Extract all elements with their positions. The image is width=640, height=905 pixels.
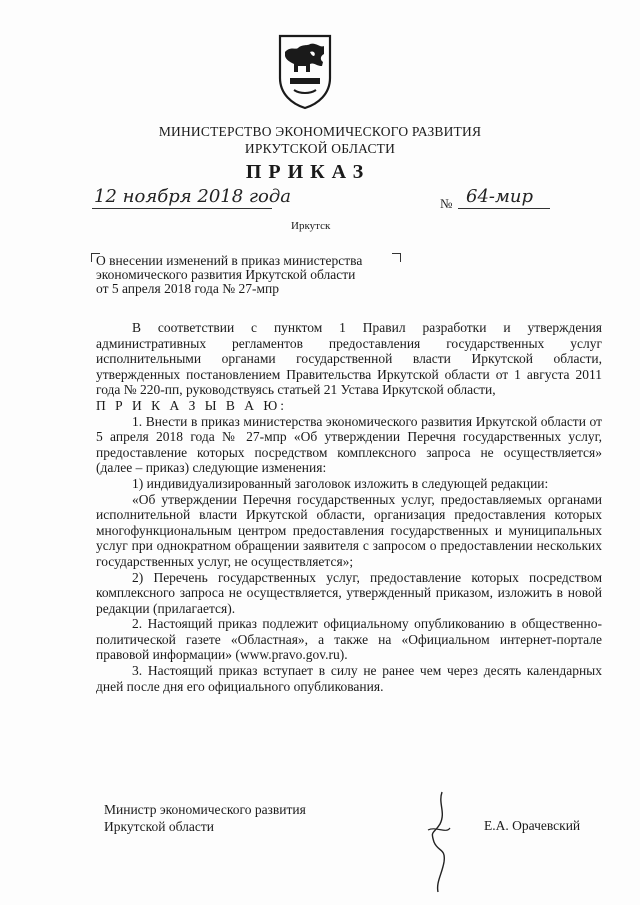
subject-line: от 5 апреля 2018 года № 27-мпр [96,281,280,296]
order-item-1-2: 2) Перечень государственных услуг, предоставление которых посредством комплексного запроса не осуществляется, утвержденный приказом, изложить в новой редакции (прилагается). [96,569,602,616]
subject-block [96,254,396,296]
city-label: Иркутск [291,220,331,232]
order-item-3: 3. Настоящий приказ вступает в силу не ранее чем через десять календарных дней после дня его официального опубликования. [96,663,602,694]
order-item-1-1: 1) индивидуализированный заголовок изложить в следующей редакции: [132,475,549,491]
handwritten-number: 64-мир [466,186,534,207]
order-item-1-1-quote: «Об утверждении Перечня государственных услуг, предоставляемых органами исполнительной власти Иркутской области, организация предоставления которых многофункциональным центром предоставления государственных и муниципальных услуг при однократном обращении заявителя с запросом о предоставлении нескольких государственных услуг, не осуществляется»; [96,491,602,569]
date-underline [92,208,272,209]
order-item-2: 2. Настоящий приказ подлежит официальному опубликованию в общественно-политической газете «Областная», а также на «Официальном интернет-портале правовой информации» (www.pravo.gov.ru). [96,616,602,663]
document-type-title: ПРИКАЗ [245,161,371,183]
document-body [96,320,602,694]
preamble-paragraph: В соответствии с пунктом 1 Правил разработки и утверждения административных регламентов предоставления государственных услуг исполнительными органами государственной власти Иркутской области, утвержденных постановлением Правительства Иркутской области от 1 августа 2011 года № 220-пп, руководствуясь статьей 21 Устава Иркутской области, [96,320,602,398]
subject-line: экономического развития Иркутской области [96,267,356,282]
order-item-1: 1. Внести в приказ министерства экономического развития Иркутской области от 5 апреля 2018 года № 27-мпр «Об утверждении Перечня государственных услуг, предоставление которых посредством комплексного запроса не осуществляется» (далее – приказ) следующие изменения: [96,413,602,476]
signatory-role [104,801,364,835]
order-keyword: П Р И К А З Ы В А Ю: [96,397,288,413]
number-underline [458,208,550,209]
signatory-role-line: Министр экономического развития [104,802,306,817]
signatory-name: Е.А. Орачевский [484,818,581,833]
handwritten-signature [420,790,460,894]
handwritten-date: 12 ноября 2018 года [94,186,291,207]
ministry-name-line2: ИРКУТСКОЙ ОБЛАСТИ [244,141,396,156]
subject-line: О внесении изменений в приказ министерства [96,253,363,268]
signatory-role-line: Иркутской области [104,819,215,834]
coat-of-arms-icon [276,32,334,110]
ministry-name-line1: МИНИСТЕРСТВО ЭКОНОМИЧЕСКОГО РАЗВИТИЯ [158,124,482,139]
number-sign: № [440,196,453,211]
